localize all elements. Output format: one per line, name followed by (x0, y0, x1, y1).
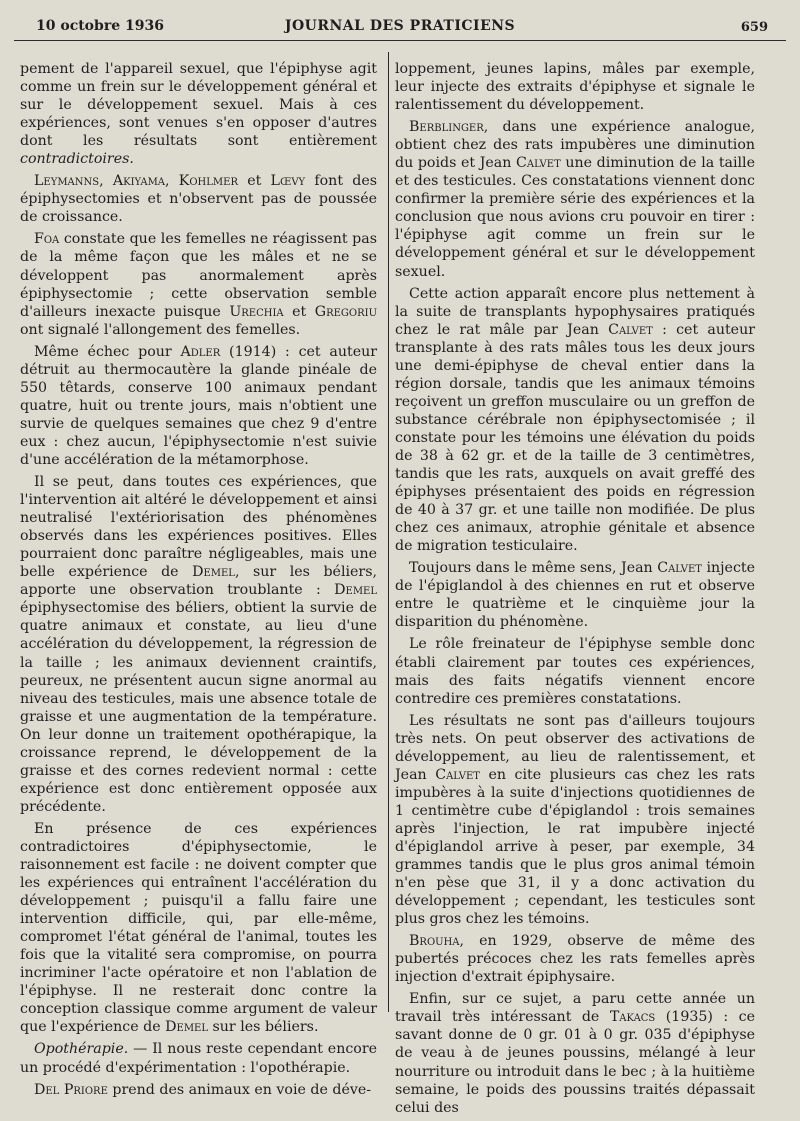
paragraph: Foa constate que les femelles ne réagissent pas de la même façon que les mâles et ne se développent pas anormalement après épiphysectomie ; cette observation semble d'ailleurs inexacte puisque Urechia et Gregoriu ont signalé l'allongement des femelles. (20, 231, 377, 338)
paragraph: Enfin, sur ce sujet, a paru cette année un travail très intéressant de Takacs (1935) : ce savant donne de 0 gr. 01 à 0 gr. 035 d'épiphyse de veau à de jeunes poussins, mélangé à leur nourriture ou introduit dans le bec ; à la huitième semaine, le poids des poussins traités dépassait celui des (395, 991, 755, 1116)
left-column (20, 60, 377, 1103)
journal-title: JOURNAL DES PRATICIENS (284, 18, 516, 34)
issue-date: 10 octobre 1936 (36, 18, 164, 34)
paragraph: Il se peut, dans toutes ces expériences, que l'intervention ait altéré le développement et ainsi neutralisé l'extériorisation des phénomènes observés dans les expériences positives. Elles pourraient donc paraître négligeables, mais une belle expérience de Demel, sur les béliers, apporte une observation troublante : Demel épiphysectomise des béliers, obtient la survie de quatre animaux et constate, au lieu d'une accélération du développement, la régression de la taille ; les animaux deviennent craintifs, peureux, ne présentent aucun signe anormal au niveau des testicules, mais une absence totale de graisse et une augmentation de la température. On leur donne un traitement opothérapique, la croissance reprend, le développement de la graisse et des cornes redevient normal : cette expérience est donc entièrement opposée aux précédente. (20, 474, 377, 815)
header-rule (14, 40, 786, 41)
column-divider (388, 52, 389, 1012)
paragraph: En présence de ces expériences contradictoires d'épiphysectomie, le raisonnement est facile : ne doivent compter que les expériences qui entraînent l'accélération du développement ; puisqu'il a fallu faire une intervention difficile, qui, par elle-même, compromet l'état général de l'animal, toutes les fois que la vitalité sera compromise, on pourra incriminer l'acte opératoire et non l'ablation de l'épiphyse. Il ne resterait donc contre la conception classique comme argument de valeur que l'expérience de Demel sur les béliers. (20, 820, 377, 1036)
paragraph: Leymanns, Akiyama, Kohlmer et Lœvy font des épiphysectomies et n'observent pas de poussée de croissance. (20, 173, 377, 226)
paragraph: Berblinger, dans une expérience analogue, obtient chez des rats impubères une diminution du poids et Jean Calvet une diminution de la taille et des testicules. Ces constatations viennent donc confirmer la première série des expériences et la conclusion que nous avions cru pouvoir en tirer : l'épiphyse agit comme un frein sur le développement général et sur le développement sexuel. (395, 119, 755, 280)
paragraph: Cette action apparaît encore plus nettement à la suite de transplants hypophysaires pratiqués chez le rat mâle par Jean Calvet : cet auteur transplante à des rats mâles tous les deux jours une demi-épiphyse de cheval entier dans la région dorsale, tandis que les animaux témoins reçoivent un greffon musculaire ou un greffon de substance cérébrale non épiphysectomisée ; il constate pour les témoins une élévation du poids de 38 à 62 gr. et de la taille de 3 centimètres, tandis que les rats, auxquels on avait greffé des épiphyses présentaient des poids en régression de 40 à 37 gr. et une taille non modifiée. De plus chez ces animaux, atrophie génitale et absence de migration testiculaire. (395, 285, 756, 555)
paragraph: Même échec pour Adler (1914) : cet auteur détruit au thermocautère la glande pinéale de 550 têtards, conserve 100 animaux pendant quatre, huit ou trente jours, mais n'obtient une survie de quelques semaines que chez 9 d'entre eux : chez aucun, l'épiphysectomie n'est suivie d'une accélération de la métamorphose. (20, 343, 378, 468)
paragraph: Les résultats ne sont pas d'ailleurs toujours très nets. On peut observer des activations de développement, au lieu de ralentissement, et Jean Calvet en cite plusieurs cas chez les rats impubères à la suite d'injections quotidiennes de 1 centimètre cube d'épiglandol : trois semaines après l'injection, le rat impubère injecté d'épiglandol arrive à peser, par exemple, 34 grammes tandis que le plus gros animal témoin n'en pèse que 31, il y a donc activation du développement ; cependant, les testicules sont plus gros chez les témoins. (395, 712, 755, 928)
paragraph: Del Priore prend des animaux en voie de déve- (34, 1081, 372, 1098)
paragraph: pement de l'appareil sexuel, que l'épiphyse agit comme un frein sur le développement général et sur le développement sexuel. Mais à ces expériences, sont venues s'en opposer d'autres dont les résultats sont entièrement contradictoires. (20, 61, 377, 168)
paragraph: Opothérapie. — Il nous reste cependant encore un procédé d'expérimentation : l'opothérapie. (20, 1041, 377, 1076)
paragraph: Brouha, en 1929, observe de même des pubertés précoces chez les rats femelles après injection d'extrait épiphysaire. (395, 933, 755, 986)
paragraph: loppement, jeunes lapins, mâles par exemple, leur injecte des extraits d'épiphyse et signale le ralentissement du développement. (395, 61, 755, 114)
paragraph: Le rôle freinateur de l'épiphyse semble donc établi clairement par toutes ces expériences, mais des faits négatifs viennent encore contredire ces premières constatations. (395, 636, 755, 707)
page-header (30, 14, 770, 38)
paragraph: Toujours dans le même sens, Jean Calvet injecte de l'épiglandol à des chiennes en rut et observe entre le quatrième et le cinquième jour la disparition du phénomène. (395, 560, 755, 631)
page-number: 659 (740, 20, 768, 35)
right-column (395, 60, 755, 1121)
